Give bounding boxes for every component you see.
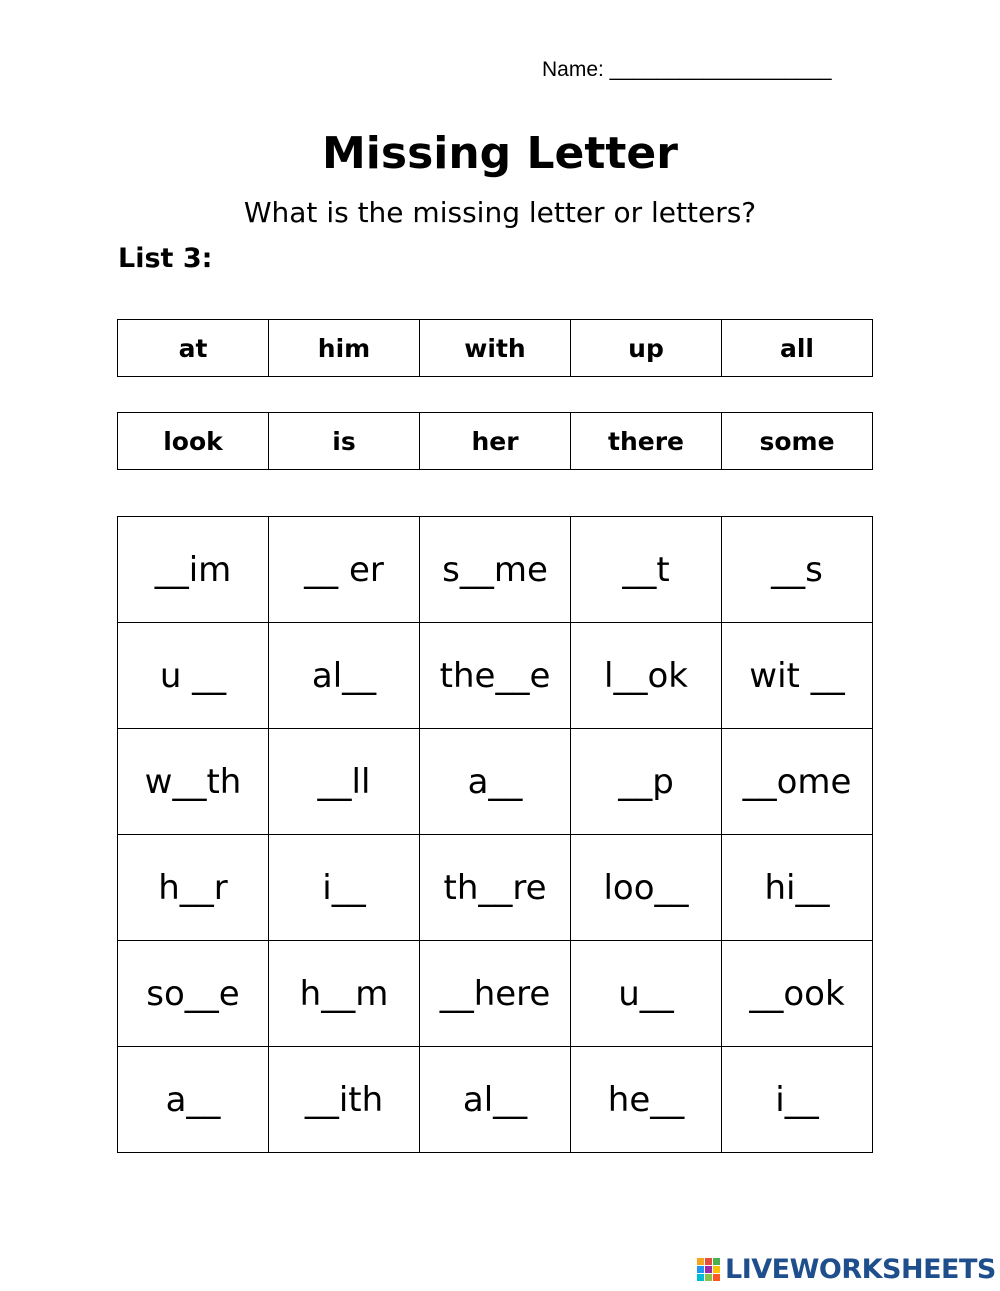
puzzle-cell[interactable]: __ome bbox=[722, 729, 873, 835]
logo-icon-tile bbox=[697, 1258, 704, 1265]
logo-icon-tile bbox=[697, 1274, 704, 1281]
missing-letter-grid bbox=[117, 516, 873, 1153]
logo-icon-tile bbox=[705, 1258, 712, 1265]
logo-icon-tile bbox=[713, 1274, 720, 1281]
puzzle-cell[interactable]: __t bbox=[571, 517, 722, 623]
page-title: Missing Letter bbox=[322, 128, 678, 179]
logo-text: LIVEWORKSHEETS bbox=[725, 1253, 996, 1285]
puzzle-cell[interactable]: __p bbox=[571, 729, 722, 835]
puzzle-cell[interactable]: al__ bbox=[420, 1047, 571, 1153]
puzzle-cell[interactable]: wit __ bbox=[722, 623, 873, 729]
word-bank-item: up bbox=[571, 320, 722, 377]
puzzle-cell[interactable]: __ er bbox=[269, 517, 420, 623]
puzzle-cell[interactable]: u __ bbox=[118, 623, 269, 729]
puzzle-cell[interactable]: he__ bbox=[571, 1047, 722, 1153]
puzzle-cell[interactable]: __im bbox=[118, 517, 269, 623]
puzzle-cell[interactable]: i__ bbox=[722, 1047, 873, 1153]
puzzle-cell[interactable]: al__ bbox=[269, 623, 420, 729]
puzzle-cell[interactable]: l__ok bbox=[571, 623, 722, 729]
list-label: List 3: bbox=[118, 243, 213, 274]
liveworksheets-logo-icon bbox=[697, 1258, 720, 1281]
word-bank-item: with bbox=[420, 320, 571, 377]
puzzle-cell[interactable]: loo__ bbox=[571, 835, 722, 941]
word-bank-item: is bbox=[269, 413, 420, 470]
instructions: What is the missing letter or letters? bbox=[243, 196, 757, 229]
word-bank-item: there bbox=[571, 413, 722, 470]
puzzle-cell[interactable]: u__ bbox=[571, 941, 722, 1047]
word-bank-item: her bbox=[420, 413, 571, 470]
puzzle-cell[interactable]: s__me bbox=[420, 517, 571, 623]
word-bank-item: look bbox=[118, 413, 269, 470]
puzzle-cell[interactable]: i__ bbox=[269, 835, 420, 941]
puzzle-cell[interactable]: the__e bbox=[420, 623, 571, 729]
puzzle-cell[interactable]: w__th bbox=[118, 729, 269, 835]
word-bank-item: at bbox=[118, 320, 269, 377]
logo-icon-tile bbox=[713, 1258, 720, 1265]
puzzle-cell[interactable]: __ook bbox=[722, 941, 873, 1047]
puzzle-cell[interactable]: so__e bbox=[118, 941, 269, 1047]
word-bank-item: all bbox=[722, 320, 873, 377]
logo-icon-tile bbox=[713, 1266, 720, 1273]
puzzle-cell[interactable]: __ll bbox=[269, 729, 420, 835]
puzzle-cell[interactable]: hi__ bbox=[722, 835, 873, 941]
puzzle-cell[interactable]: h__r bbox=[118, 835, 269, 941]
puzzle-cell[interactable]: __s bbox=[722, 517, 873, 623]
liveworksheets-logo[interactable] bbox=[697, 1254, 996, 1284]
puzzle-cell[interactable]: __here bbox=[420, 941, 571, 1047]
word-bank-row-1 bbox=[117, 319, 873, 377]
name-field-label: Name: ___________________ bbox=[542, 58, 832, 81]
logo-icon-tile bbox=[705, 1274, 712, 1281]
puzzle-cell[interactable]: __ith bbox=[269, 1047, 420, 1153]
word-bank-item: him bbox=[269, 320, 420, 377]
logo-icon-tile bbox=[705, 1266, 712, 1273]
puzzle-cell[interactable]: h__m bbox=[269, 941, 420, 1047]
word-bank-item: some bbox=[722, 413, 873, 470]
puzzle-cell[interactable]: th__re bbox=[420, 835, 571, 941]
puzzle-cell[interactable]: a__ bbox=[118, 1047, 269, 1153]
puzzle-cell[interactable]: a__ bbox=[420, 729, 571, 835]
word-bank-row-2 bbox=[117, 412, 873, 470]
logo-icon-tile bbox=[697, 1266, 704, 1273]
